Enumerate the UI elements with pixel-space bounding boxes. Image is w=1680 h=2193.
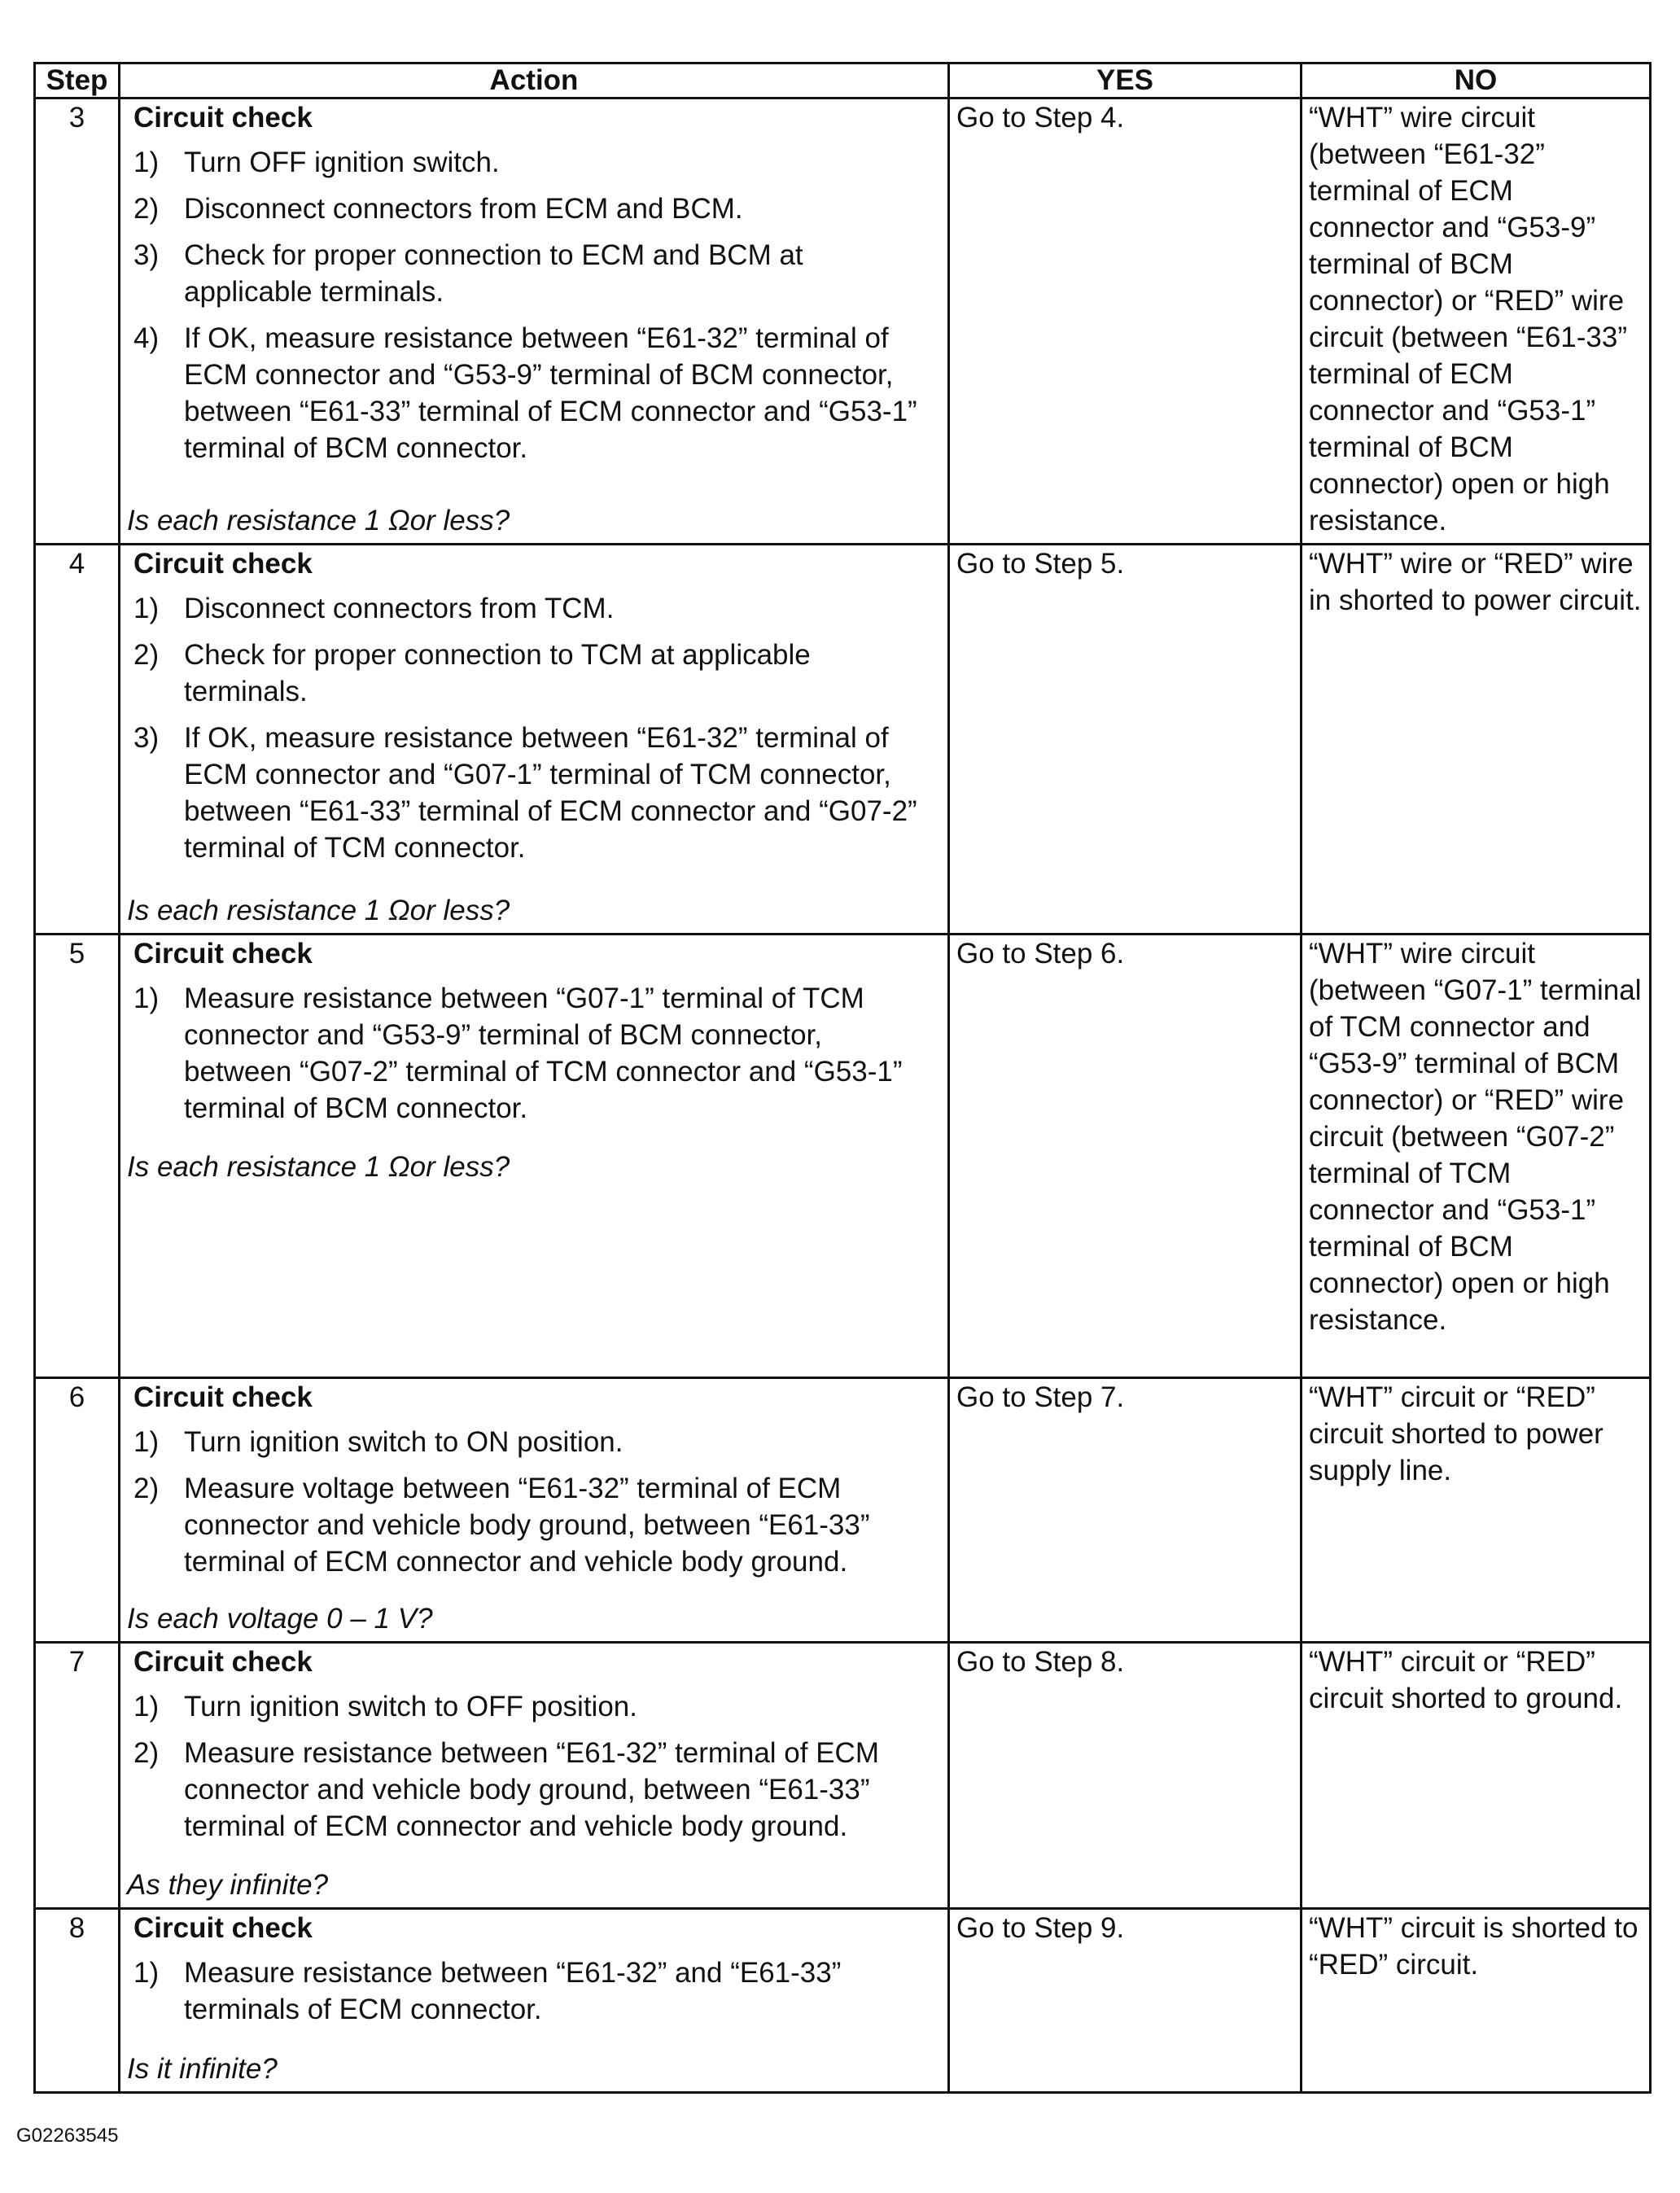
- step-number: 4: [35, 545, 120, 935]
- yes-result: Go to Step 9.: [949, 1909, 1302, 2093]
- yes-result: Go to Step 8.: [949, 1643, 1302, 1909]
- table-header-row: [35, 63, 1651, 98]
- list-item-text: Check for proper connection to TCM at applicable terminals.: [184, 639, 811, 707]
- action-question: Is each resistance 1 Ωor less?: [127, 895, 510, 926]
- list-item-number: 1): [133, 1957, 160, 1989]
- list-item-number: 3): [133, 722, 160, 754]
- list-item-text: If OK, measure resistance between “E61-32” terminal of ECM connector and “G07-1” terminal of TCM connector, between “E61-33” terminal of ECM connector and “G07-2” terminal of TCM connector.: [184, 722, 917, 864]
- list-item-number: 1): [133, 593, 160, 624]
- yes-result: Go to Step 7.: [949, 1378, 1302, 1643]
- yes-result: Go to Step 5.: [949, 545, 1302, 935]
- list-item: [133, 637, 934, 710]
- step-number: 5: [35, 935, 120, 1378]
- action-title: Circuit check: [133, 1381, 313, 1413]
- list-item: [133, 320, 934, 466]
- yes-result: Go to Step 4.: [949, 98, 1302, 545]
- no-result: “WHT” circuit or “RED” circuit shorted to ground.: [1302, 1643, 1651, 1909]
- header-yes: YES: [949, 63, 1302, 98]
- action-steps-list: [127, 1424, 941, 1580]
- step-number: 3: [35, 98, 120, 545]
- figure-code: G02263545: [16, 2125, 119, 2147]
- action-question: Is each resistance 1 Ωor less?: [127, 505, 510, 536]
- list-item: [133, 1688, 934, 1725]
- list-item: [133, 1424, 934, 1460]
- table-row: [35, 935, 1651, 1378]
- no-result: “WHT” wire circuit (between “G07-1” terminal of TCM connector and “G53-9” terminal of BCM connector) or “RED” wire circuit (between “G07-2” terminal of TCM connector and “G53-1” terminal of BCM connector) open or high resistance.: [1302, 935, 1651, 1378]
- list-item-text: Measure resistance between “E61-32” and “E61-33” terminals of ECM connector.: [184, 1957, 842, 2025]
- action-cell: [120, 545, 949, 935]
- action-question: Is it infinite?: [127, 2053, 278, 2085]
- list-item-number: 1): [133, 1426, 160, 1458]
- yes-result: Go to Step 6.: [949, 935, 1302, 1378]
- list-item-number: 2): [133, 639, 160, 671]
- action-cell: [120, 1643, 949, 1909]
- action-cell: [120, 1378, 949, 1643]
- list-item-number: 4): [133, 322, 160, 354]
- action-steps-list: [127, 1954, 941, 2028]
- list-item-number: 2): [133, 193, 160, 225]
- list-item-text: Turn ignition switch to OFF position.: [184, 1691, 637, 1722]
- list-item-text: If OK, measure resistance between “E61-32” terminal of ECM connector and “G53-9” terminal of BCM connector, between “E61-33” terminal of ECM connector and “G53-1” terminal of BCM connector.: [184, 322, 917, 464]
- list-item-text: Turn OFF ignition switch.: [184, 147, 500, 178]
- table-row: [35, 1643, 1651, 1909]
- no-result: “WHT” wire or “RED” wire in shorted to power circuit.: [1302, 545, 1651, 935]
- list-item: [133, 190, 934, 227]
- list-item-number: 1): [133, 1691, 160, 1722]
- table-row: [35, 98, 1651, 545]
- list-item-number: 3): [133, 239, 160, 271]
- list-item: [133, 1954, 934, 2028]
- list-item: [133, 1735, 934, 1845]
- no-result: “WHT” circuit is shorted to “RED” circuit.: [1302, 1909, 1651, 2093]
- action-steps-list: [127, 1688, 941, 1845]
- list-item-text: Measure resistance between “E61-32” terminal of ECM connector and vehicle body ground, between “E61-33” terminal of ECM connector and vehicle body ground.: [184, 1737, 879, 1842]
- step-number: 7: [35, 1643, 120, 1909]
- list-item-text: Measure resistance between “G07-1” terminal of TCM connector and “G53-9” terminal of BCM connector, between “G07-2” terminal of TCM connector and “G53-1” terminal of BCM connector.: [184, 983, 903, 1124]
- list-item-number: 2): [133, 1737, 160, 1769]
- action-steps-list: [127, 590, 941, 866]
- action-cell: [120, 98, 949, 545]
- table-row: [35, 545, 1651, 935]
- no-result: “WHT” wire circuit (between “E61-32” terminal of ECM connector and “G53-9” terminal of BCM connector) or “RED” wire circuit (between “E61-33” terminal of ECM connector and “G53-1” terminal of BCM connector) open or high resistance.: [1302, 98, 1651, 545]
- action-cell: [120, 935, 949, 1378]
- step-number: 8: [35, 1909, 120, 2093]
- header-no: NO: [1302, 63, 1651, 98]
- list-item-number: 2): [133, 1473, 160, 1504]
- header-step: Step: [35, 63, 120, 98]
- list-item: [133, 144, 934, 181]
- list-item-text: Turn ignition switch to ON position.: [184, 1426, 623, 1458]
- action-question: As they infinite?: [127, 1869, 329, 1901]
- action-title: Circuit check: [133, 1646, 313, 1678]
- diagnostic-procedure-table: [33, 62, 1652, 2094]
- list-item-number: 1): [133, 147, 160, 178]
- list-item-number: 1): [133, 983, 160, 1014]
- list-item: [133, 980, 934, 1127]
- header-action: Action: [120, 63, 949, 98]
- table-row: [35, 1378, 1651, 1643]
- list-item: [133, 590, 934, 627]
- list-item: [133, 720, 934, 866]
- table-row: [35, 1909, 1651, 2093]
- list-item-text: Measure voltage between “E61-32” terminal of ECM connector and vehicle body ground, between “E61-33” terminal of ECM connector and vehicle body ground.: [184, 1473, 870, 1578]
- action-title: Circuit check: [133, 938, 313, 970]
- action-question: Is each resistance 1 Ωor less?: [127, 1151, 510, 1183]
- action-title: Circuit check: [133, 548, 313, 580]
- list-item: [133, 1470, 934, 1580]
- list-item-text: Disconnect connectors from TCM.: [184, 593, 615, 624]
- list-item-text: Disconnect connectors from ECM and BCM.: [184, 193, 743, 225]
- step-number: 6: [35, 1378, 120, 1643]
- action-title: Circuit check: [133, 1912, 313, 1944]
- action-title: Circuit check: [133, 102, 313, 134]
- action-steps-list: [127, 980, 941, 1127]
- list-item: [133, 237, 934, 310]
- action-cell: [120, 1909, 949, 2093]
- action-steps-list: [127, 144, 941, 466]
- list-item-text: Check for proper connection to ECM and BCM at applicable terminals.: [184, 239, 803, 308]
- action-question: Is each voltage 0 – 1 V?: [127, 1603, 433, 1635]
- no-result: “WHT” circuit or “RED” circuit shorted to power supply line.: [1302, 1378, 1651, 1643]
